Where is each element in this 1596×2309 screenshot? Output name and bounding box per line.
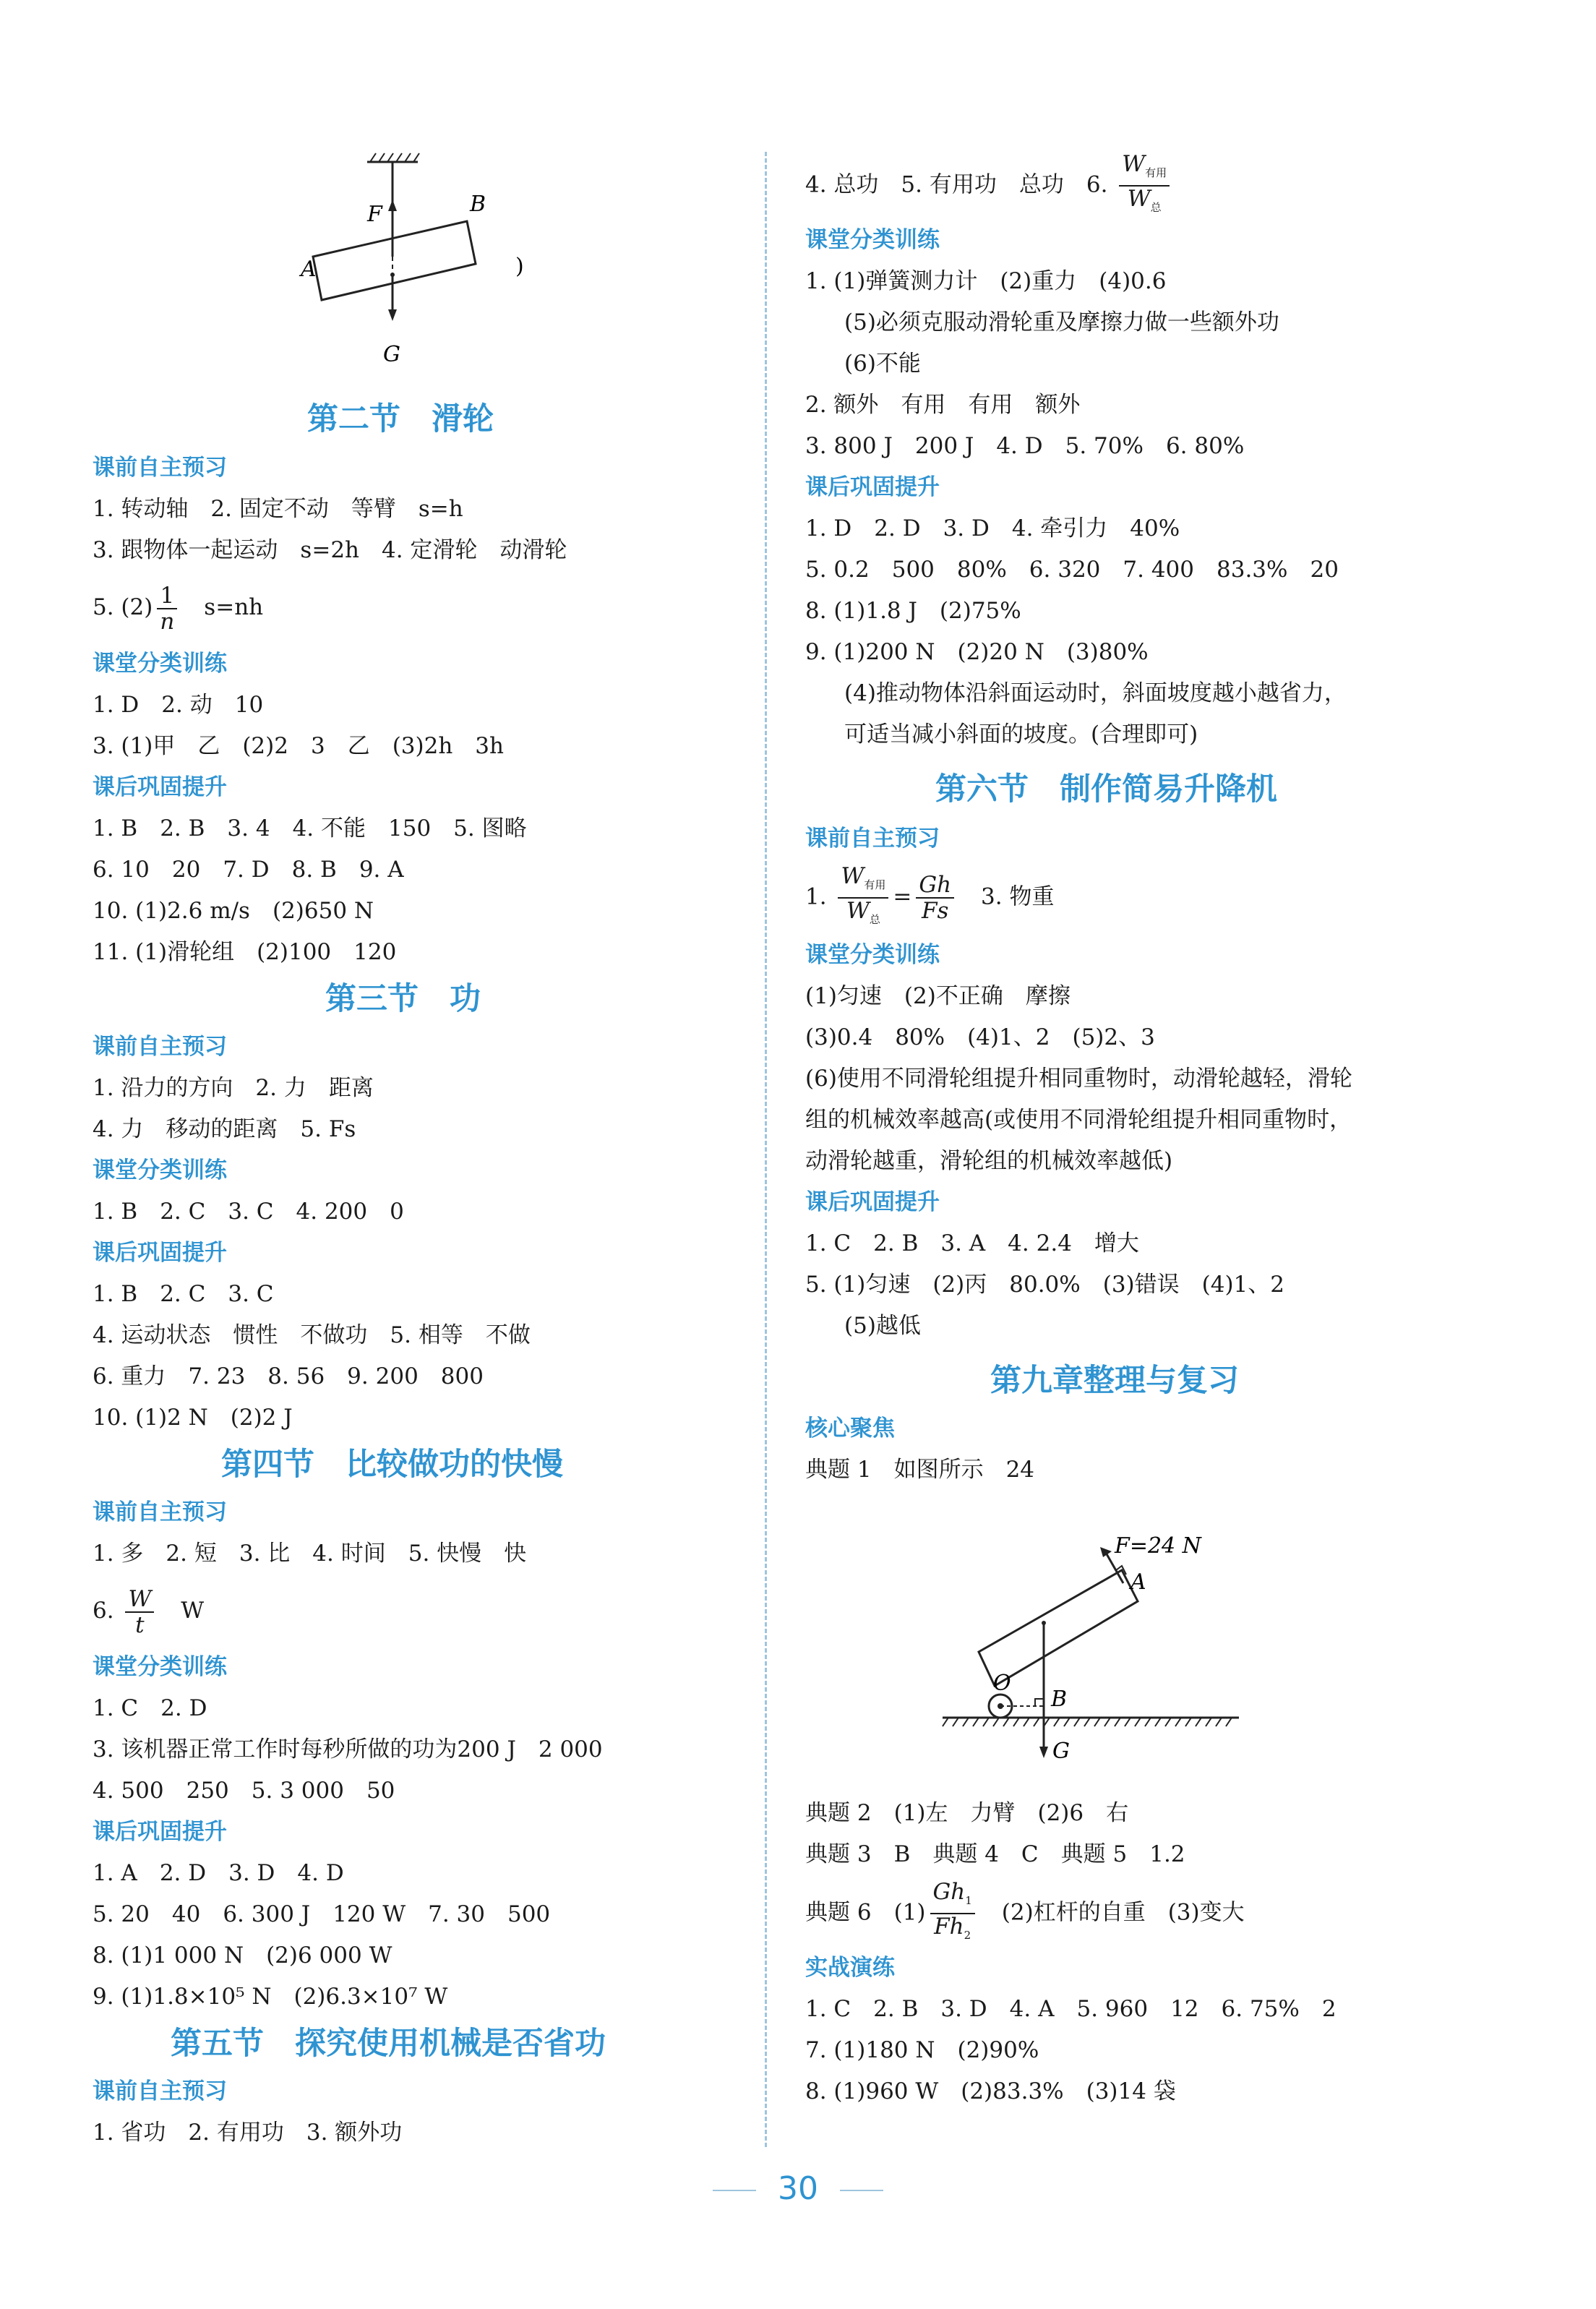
subheading: 课堂分类训练 xyxy=(805,942,940,968)
subheading: 课堂分类训练 xyxy=(93,651,227,677)
answer-line: 8. (1)960 W (2)83.3% (3)14 袋 xyxy=(805,2078,1176,2104)
answer-line: 1. D 2. D 3. D 4. 牵引力 40% xyxy=(805,515,1180,541)
answer-line: 4. 运动状态 惯性 不做功 5. 相等 不做 xyxy=(93,1322,531,1348)
answer-line-fraction: 1. $\frac{W_{有用}}{W_总}$ = $\frac{Gh}{Fs}$ 3. 物重 xyxy=(805,864,1054,932)
subheading: 课前自主预习 xyxy=(93,2078,227,2104)
answer-line: (5)必须克服动滑轮重及摩擦力做一些额外功 xyxy=(844,309,1279,335)
fraction: $\frac{W}{t}$ xyxy=(125,1587,154,1637)
answer-line: 10. (1)2 N (2)2 J xyxy=(93,1405,293,1431)
answer-line: 6. 10 20 7. D 8. B 9. A xyxy=(93,857,404,883)
label-B: B xyxy=(470,192,486,217)
answer-line: 动滑轮越重，滑轮组的机械效率越低) xyxy=(805,1148,1173,1174)
column-divider xyxy=(765,152,767,2147)
subheading: 课后巩固提升 xyxy=(93,1819,227,1845)
answer-line: 1. B 2. B 3. 4 4. 不能 150 5. 图略 xyxy=(93,815,527,841)
answer-line: 1. A 2. D 3. D 4. D xyxy=(93,1860,344,1886)
label-A: A xyxy=(301,257,317,282)
answer-line-fraction: 典题 6 (1) $\frac{Gh_1}{Fh_2}$ (2)杠杆的自重 (3)变大 xyxy=(805,1880,1245,1948)
subheading: 核心聚焦 xyxy=(805,1415,895,1441)
section-title-review: 第九章整理与复习 xyxy=(990,1363,1239,1399)
answer-line: 组的机械效率越高(或使用不同滑轮组提升相同重物时， xyxy=(805,1107,1352,1133)
label-A: A xyxy=(1130,1569,1146,1595)
answer-line: 1. C 2. B 3. D 4. A 5. 960 12 6. 75% 2 xyxy=(805,1996,1337,2022)
answer-line: (5)越低 xyxy=(844,1313,921,1339)
answer-line: (4)推动物体沿斜面运动时，斜面坡度越小越省力， xyxy=(844,680,1347,706)
subheading: 课堂分类训练 xyxy=(93,1654,227,1680)
answer-line: 典题 1 如图所示 24 xyxy=(805,1457,1035,1483)
subheading: 课后巩固提升 xyxy=(93,774,227,800)
answer-line: 1. 多 2. 短 3. 比 4. 时间 5. 快慢 快 xyxy=(93,1541,527,1567)
answer-line: 7. (1)180 N (2)90% xyxy=(805,2037,1039,2063)
lever-figure-1 xyxy=(273,145,548,383)
answer-line: (6)不能 xyxy=(844,351,921,377)
section-title-5: 第五节 探究使用机械是否省功 xyxy=(171,2026,606,2062)
section-title-2: 第二节 滑轮 xyxy=(307,401,494,437)
lever-figure-2 xyxy=(935,1496,1239,1771)
subheading: 课堂分类训练 xyxy=(93,1157,227,1183)
label-F: F=24 N xyxy=(1115,1533,1201,1559)
label-G: G xyxy=(383,342,400,367)
fraction: $\frac{Gh}{Fs}$ xyxy=(916,873,954,923)
fraction: $\frac{W_{有用}}{W_总}$ xyxy=(838,864,888,932)
answer-line: 1. C 2. B 3. A 4. 2.4 增大 xyxy=(805,1230,1139,1256)
answer-line: 11. (1)滑轮组 (2)100 120 xyxy=(93,939,397,965)
section-title-3: 第三节 功 xyxy=(325,981,481,1017)
answer-line: 1. D 2. 动 10 xyxy=(93,692,264,718)
subheading: 课前自主预习 xyxy=(805,826,940,852)
answer-line: (1)匀速 (2)不正确 摩擦 xyxy=(805,983,1071,1009)
answer-line-fraction: 6. $\frac{W}{t}$ W xyxy=(93,1585,205,1638)
answer-line: 9. (1)200 N (2)20 N (3)80% xyxy=(805,639,1149,665)
subheading: 课后巩固提升 xyxy=(805,1189,940,1215)
answer-line: 1. 省功 2. 有用功 3. 额外功 xyxy=(93,2120,403,2146)
answer-line: 4. 力 移动的距离 5. Fs xyxy=(93,1116,356,1142)
answer-line: 1. B 2. C 3. C xyxy=(93,1281,274,1307)
answer-line: 5. 20 40 6. 300 J 120 W 7. 30 500 xyxy=(93,1901,551,1927)
label-F: F xyxy=(367,202,382,227)
answer-line: 3. 跟物体一起运动 s=2h 4. 定滑轮 动滑轮 xyxy=(93,537,567,563)
answer-line: (6)使用不同滑轮组提升相同重物时，动滑轮越轻，滑轮 xyxy=(805,1066,1352,1092)
subheading: 课后巩固提升 xyxy=(805,474,940,500)
answer-line: 6. 重力 7. 23 8. 56 9. 200 800 xyxy=(93,1363,484,1389)
subheading: 实战演练 xyxy=(805,1955,895,1981)
label-B: B xyxy=(1051,1687,1068,1712)
answer-line: 1. (1)弹簧测力计 (2)重力 (4)0.6 xyxy=(805,268,1167,294)
subheading: 课前自主预习 xyxy=(93,1034,227,1060)
answer-line: 2. 额外 有用 有用 额外 xyxy=(805,392,1081,418)
answer-line: 10. (1)2.6 m/s (2)650 N xyxy=(93,898,374,924)
answer-line: 5. 0.2 500 80% 6. 320 7. 400 83.3% 20 xyxy=(805,557,1339,583)
fraction: $\frac{1}{n}$ xyxy=(157,583,177,634)
answer-line: 3. (1)甲 乙 (2)2 3 乙 (3)2h 3h xyxy=(93,733,504,759)
label-O: O xyxy=(993,1671,1011,1696)
page-number: 30 xyxy=(0,2167,1596,2211)
answer-line-fraction: 5. (2) $\frac{1}{n}$ s=nh xyxy=(93,582,264,635)
subheading: 课前自主预习 xyxy=(93,1499,227,1525)
answer-line: 9. (1)1.8×10⁵ N (2)6.3×10⁷ W xyxy=(93,1984,448,2010)
answer-line: 5. (1)匀速 (2)丙 80.0% (3)错误 (4)1、2 xyxy=(805,1272,1285,1298)
label-paren: ) xyxy=(515,254,524,279)
answer-line: 1. C 2. D xyxy=(93,1695,207,1721)
page-number-rule xyxy=(840,2190,883,2191)
answer-line: 可适当减小斜面的坡度。(合理即可) xyxy=(844,721,1198,747)
answer-line: 典题 3 B 典题 4 C 典题 5 1.2 xyxy=(805,1841,1185,1867)
subheading: 课前自主预习 xyxy=(93,455,227,481)
answer-line: 1. 转动轴 2. 固定不动 等臂 s=h xyxy=(93,496,463,522)
section-title-6: 第六节 制作简易升降机 xyxy=(935,771,1277,807)
answer-line-fraction: 4. 总功 5. 有用功 总功 6. $\frac{W_{有用}}{W_总}$ xyxy=(805,152,1174,220)
answer-line: 典题 2 (1)左 力臂 (2)6 右 xyxy=(805,1800,1129,1826)
answer-line: 8. (1)1.8 J (2)75% xyxy=(805,598,1021,624)
page-number-rule xyxy=(713,2190,756,2191)
answer-line: 8. (1)1 000 N (2)6 000 W xyxy=(93,1942,392,1969)
answer-line: 1. 沿力的方向 2. 力 距离 xyxy=(93,1075,374,1101)
subheading: 课后巩固提升 xyxy=(93,1240,227,1266)
label-G: G xyxy=(1052,1739,1070,1764)
answer-line: 3. 该机器正常工作时每秒所做的功为200 J 2 000 xyxy=(93,1736,603,1762)
answer-line: 3. 800 J 200 J 4. D 5. 70% 6. 80% xyxy=(805,433,1245,459)
section-title-4: 第四节 比较做功的快慢 xyxy=(221,1447,563,1483)
subheading: 课堂分类训练 xyxy=(805,227,940,253)
fraction: $\frac{W_{有用}}{W_总}$ xyxy=(1119,152,1170,220)
answer-line: (3)0.4 80% (4)1、2 (5)2、3 xyxy=(805,1024,1155,1050)
answer-line: 4. 500 250 5. 3 000 50 xyxy=(93,1778,395,1804)
fraction: $\frac{Gh_1}{Fh_2}$ xyxy=(930,1880,975,1948)
answer-line: 1. B 2. C 3. C 4. 200 0 xyxy=(93,1199,404,1225)
